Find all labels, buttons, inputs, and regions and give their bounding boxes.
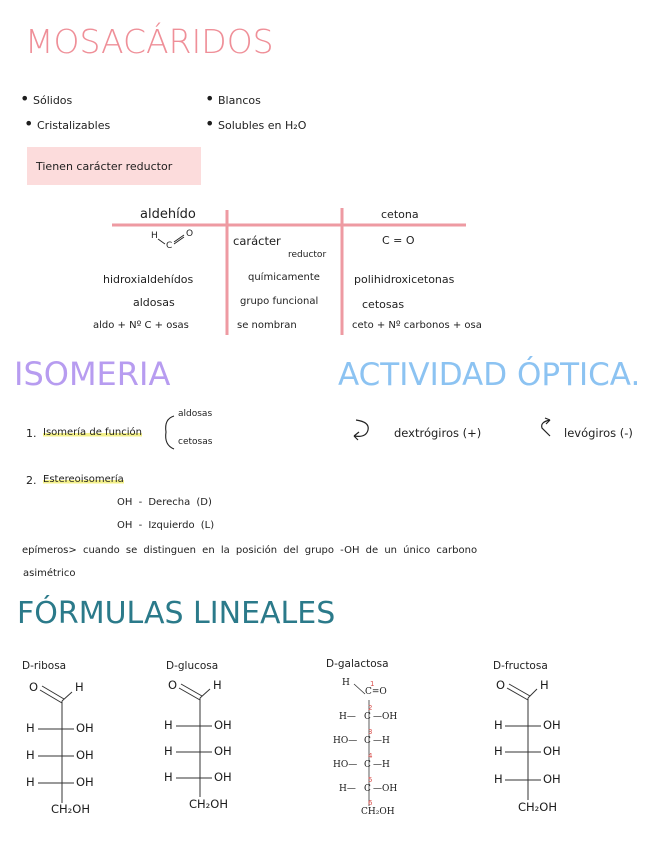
- isomeria-oh-derecha: OH - Derecha (D): [117, 497, 212, 508]
- galactosa-row-2-left: H—: [339, 712, 356, 722]
- cell-polihidroxicetonas: polihidroxicetonas: [354, 273, 455, 286]
- cell-ceto-nomenclatura: ceto + Nº carbonos + osa: [352, 320, 482, 331]
- fructosa-oh-2: OH: [543, 718, 561, 732]
- cell-quimicamente: químicamente: [248, 272, 320, 283]
- ribosa-name: D-ribosa: [22, 660, 67, 672]
- cell-reductor: reductor: [288, 250, 327, 260]
- fructosa-h-2: H: [494, 718, 503, 732]
- glucosa-h-2: H: [164, 718, 173, 732]
- galactosa-row-4-left: HO—: [333, 760, 358, 770]
- actividad-title: ACTIVIDAD ÓPTICA.: [338, 357, 641, 393]
- galactosa-row-5-right: —OH: [373, 784, 398, 794]
- property-solubles: • Solubles en H₂O: [218, 119, 306, 132]
- glucosa-oh-3: OH: [214, 744, 232, 758]
- isomeria-aldosas: aldosas: [178, 409, 213, 419]
- fructosa-oh-3: OH: [543, 744, 561, 758]
- isomeria-item1-number: 1.: [26, 427, 37, 440]
- cell-hidroxialdehidos: hidroxialdehídos: [103, 273, 194, 286]
- ribosa-oh-3: OH: [76, 748, 94, 762]
- glucosa-oh-4: OH: [214, 770, 232, 784]
- cell-caracter: carácter: [233, 234, 281, 248]
- galactosa-row-4-num: 4: [368, 752, 373, 760]
- galactosa-row-2-center: C: [364, 712, 371, 722]
- ribosa-oh-2: OH: [76, 721, 94, 735]
- galactosa-name: D-galactosa: [326, 658, 389, 670]
- fructosa-oh-4: OH: [543, 772, 561, 786]
- formula-h: H: [151, 231, 158, 241]
- galactosa-row-5-center: C: [364, 784, 371, 794]
- ribosa-h-3: H: [26, 748, 35, 762]
- fructosa-ch2oh: CH₂OH: [518, 800, 557, 814]
- isomeria-item1-label: Isomería de función: [43, 427, 142, 438]
- ribosa-oh-4: OH: [76, 775, 94, 789]
- galactosa-row-1-num: 1: [370, 680, 375, 688]
- fructosa-h: H: [540, 678, 549, 692]
- table-header-aldehido: aldehído: [140, 207, 196, 222]
- galactosa-row-6-center: CH₂OH: [361, 807, 395, 817]
- galactosa-row-5-num: 5: [368, 776, 373, 784]
- glucosa-h: H: [213, 678, 222, 692]
- epimeros-definition-cont: asimétrico: [23, 568, 76, 579]
- isomeria-oh-izquierdo: OH - Izquierdo (L): [117, 520, 215, 531]
- galactosa-row-5-left: H—: [339, 784, 356, 794]
- galactosa-row-3-center: C: [364, 736, 371, 746]
- galactosa-row-2-num: 2: [368, 704, 373, 712]
- galactosa-row-1-center: C=O: [365, 687, 387, 697]
- fructosa-h-3: H: [494, 744, 503, 758]
- glucosa-oh-2: OH: [214, 718, 232, 732]
- galactosa-row-3-num: 3: [368, 728, 373, 736]
- ribosa-h: H: [75, 680, 84, 694]
- cell-grupo-funcional: grupo funcional: [240, 296, 319, 307]
- ribosa-ch2oh: CH₂OH: [51, 802, 90, 816]
- galactosa-row-4-center: C: [364, 760, 371, 770]
- fructosa-o: O: [496, 678, 506, 692]
- dextrogiros-label: dextrógiros (+): [394, 426, 482, 440]
- property-solidos: • Sólidos: [33, 94, 72, 107]
- ribosa-h-2: H: [26, 721, 35, 735]
- isomeria-cetosas: cetosas: [178, 437, 213, 447]
- galactosa-row-6-num: 6: [368, 799, 373, 807]
- galactosa-row-3-left: HO—: [333, 736, 358, 746]
- cell-aldosas: aldosas: [133, 296, 175, 309]
- ribosa-o: O: [29, 680, 39, 694]
- glucosa-h-4: H: [164, 770, 173, 784]
- isomeria-title: ISOMERIA: [14, 355, 171, 393]
- formula-o: O: [186, 229, 194, 239]
- galactosa-row-4-right: —H: [373, 760, 390, 770]
- glucosa-bonds: [130, 0, 260, 848]
- cell-cetosas: cetosas: [362, 298, 405, 311]
- glucosa-h-3: H: [164, 744, 173, 758]
- levogiros-label: levógiros (-): [564, 426, 633, 440]
- fructosa-name: D-fructosa: [493, 660, 548, 672]
- glucosa-ch2oh: CH₂OH: [189, 797, 228, 811]
- fructosa-h-4: H: [494, 772, 503, 786]
- reductor-text: Tienen carácter reductor: [36, 160, 173, 173]
- glucosa-name: D-glucosa: [166, 660, 219, 672]
- property-cristalizables: • Cristalizables: [37, 119, 110, 132]
- epimeros-definition: epímeros> cuando se distinguen en la posición del grupo -OH de un único carbono: [22, 545, 478, 556]
- galactosa-row-3-right: —H: [373, 736, 390, 746]
- ribosa-bonds: [0, 0, 130, 848]
- formula-c: C: [166, 241, 173, 251]
- isomeria-item2-label: Estereoisomería: [43, 474, 124, 485]
- galactosa-row-2-right: —OH: [373, 712, 398, 722]
- cell-se-nombran: se nombran: [237, 320, 297, 331]
- fructosa-bonds: [460, 0, 590, 848]
- formulas-title: FÓRMULAS LINEALES: [17, 596, 336, 631]
- galactosa-row-1-left: H: [342, 678, 350, 688]
- cell-aldo-nomenclatura: aldo + Nº C + osas: [93, 320, 189, 331]
- property-blancos: • Blancos: [218, 94, 261, 107]
- cell-c-o: C = O: [382, 234, 415, 247]
- page-title: MOSACÁRIDOS: [25, 22, 274, 61]
- glucosa-o: O: [168, 678, 178, 692]
- table-header-cetona: cetona: [381, 208, 419, 221]
- clockwise-arrow-icon: [346, 416, 376, 442]
- isomeria-item2-number: 2.: [26, 474, 37, 487]
- ribosa-h-4: H: [26, 775, 35, 789]
